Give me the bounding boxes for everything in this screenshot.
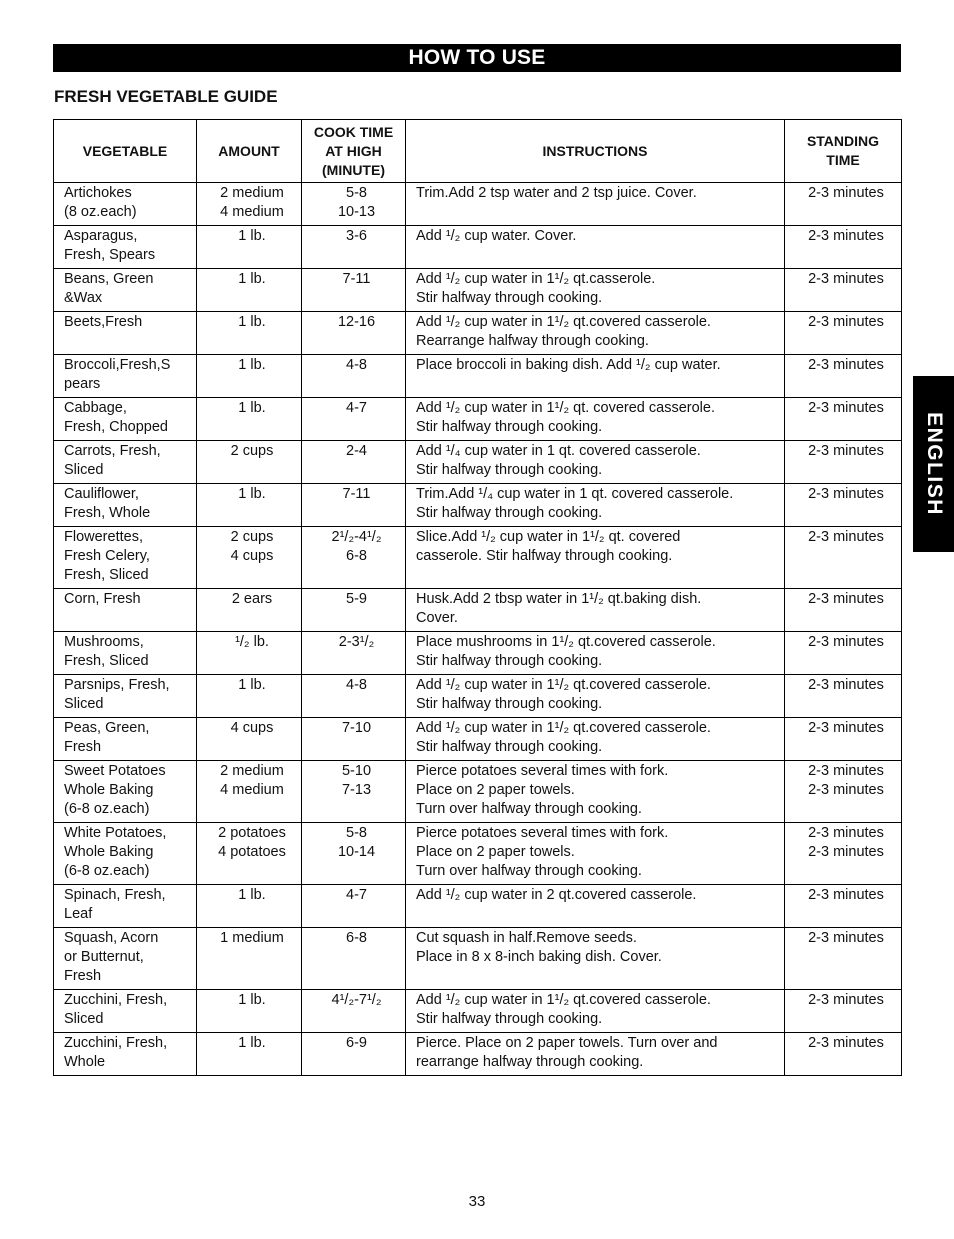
cell-line: Pierce potatoes several times with fork. [416,763,669,779]
cell-line: 7-11 [342,486,371,502]
instructions-cell [406,226,785,269]
standing-time-cell [785,990,902,1033]
cell-line: COOK TIME [313,123,394,140]
cell-line: AT HIGH [325,142,382,159]
instructions-cell [406,761,785,823]
instructions-cell [406,269,785,312]
amount-cell [197,885,302,928]
cell-line: 2 cups [230,443,274,459]
cell-line: 4 medium [220,782,284,798]
cell-line: 4-8 [346,357,367,373]
cell-line: Stir halfway through cooking. [416,653,603,669]
cell-line: casserole. Stir halfway through cooking. [416,548,673,564]
table-row [54,761,902,823]
table-row [54,885,902,928]
cell-line: Whole [64,1054,106,1070]
cell-line: Sliced [64,1011,104,1027]
table-row [54,183,902,226]
vegetable-cell [54,527,197,589]
cell-line: Cauliflower, [64,486,139,502]
cell-line: 6-8 [346,548,367,564]
cook-time-cell [302,398,406,441]
cell-line: Pierce potatoes several times with fork. [416,825,669,841]
vegetable-guide-table [53,119,902,1076]
cell-line: Broccoli,Fresh,S [64,357,171,373]
cell-line: rearrange halfway through cooking. [416,1054,644,1070]
cell-line: Add ¹/₂ cup water in 1¹/₂ qt. covered casserole. [416,400,715,416]
table-row [54,632,902,675]
vegetable-cell [54,441,197,484]
column-header-instructions [406,120,785,183]
cell-line: Add ¹/₂ cup water in 1¹/₂ qt.covered casserole. [416,992,711,1008]
cell-line: Squash, Acorn [64,930,159,946]
vegetable-cell [54,312,197,355]
cell-line: 2¹/₂-4¹/₂ [331,529,382,545]
table-row [54,484,902,527]
amount-cell [197,269,302,312]
column-header-amount [197,120,302,183]
amount-cell [197,441,302,484]
cook-time-cell [302,885,406,928]
cell-line: Flowerettes, [64,529,143,545]
cell-line: 2-3¹/₂ [338,634,375,650]
table-row [54,718,902,761]
cell-line: 2-3 minutes [808,887,884,903]
vegetable-cell [54,761,197,823]
cell-line: 2-3 minutes [808,782,884,798]
cell-line: White Potatoes, [64,825,167,841]
cook-time-cell [302,527,406,589]
cell-line: Stir halfway through cooking. [416,419,603,435]
vegetable-cell [54,990,197,1033]
standing-time-cell [785,226,902,269]
cell-line: 2-3 minutes [808,400,884,416]
cell-line: Fresh [64,739,102,755]
vegetable-cell [54,484,197,527]
cell-line: 4 cups [230,548,274,564]
cell-line: Place on 2 paper towels. [416,844,575,860]
cook-time-cell [302,355,406,398]
cell-line: (6-8 oz.each) [64,801,150,817]
cell-line: Parsnips, Fresh, [64,677,170,693]
cell-line: 2 potatoes [218,825,286,841]
cell-line: 2-3 minutes [808,844,884,860]
cell-line: 12-16 [337,314,376,330]
cook-time-cell [302,632,406,675]
cell-line: 2-3 minutes [808,271,884,287]
cell-line: Cut squash in half.Remove seeds. [416,930,637,946]
cell-line: Add ¹/₂ cup water. Cover. [416,228,577,244]
cell-line: Spinach, Fresh, [64,887,166,903]
cell-line: 2-3 minutes [808,228,884,244]
cell-line: Stir halfway through cooking. [416,696,603,712]
cell-line: 2-3 minutes [808,825,884,841]
amount-cell [197,589,302,632]
amount-cell [197,990,302,1033]
standing-time-cell [785,269,902,312]
column-header-vegetable [54,120,197,183]
cell-line: Pierce. Place on 2 paper towels. Turn over and [416,1035,718,1051]
cook-time-cell [302,269,406,312]
instructions-cell [406,527,785,589]
table-row [54,928,902,990]
instructions-cell [406,312,785,355]
instructions-cell [406,885,785,928]
amount-cell [197,718,302,761]
amount-cell [197,398,302,441]
cell-line: (8 oz.each) [64,204,137,220]
standing-time-cell [785,527,902,589]
standing-time-cell [785,484,902,527]
cook-time-cell [302,226,406,269]
cell-line: 4-8 [346,677,367,693]
cell-line: VEGETABLE [82,142,168,159]
table-row [54,269,902,312]
cell-line: AMOUNT [218,142,280,159]
table-row [54,398,902,441]
cell-line: Add ¹/₂ cup water in 1¹/₂ qt.casserole. [416,271,656,287]
cook-time-cell [302,823,406,885]
cook-time-cell [302,990,406,1033]
table-row [54,441,902,484]
table-header-row [54,120,902,183]
column-header-cook-time [302,120,406,183]
cell-line: 1 lb. [238,314,266,330]
cell-line: Peas, Green, [64,720,150,736]
amount-cell [197,823,302,885]
cell-line: 1 lb. [238,357,266,373]
vegetable-cell [54,226,197,269]
standing-time-cell [785,398,902,441]
vegetable-cell [54,398,197,441]
cook-time-cell [302,441,406,484]
cell-line: 2-3 minutes [808,185,884,201]
column-header-standing-time [785,120,902,183]
vegetable-cell [54,183,197,226]
cell-line: Sliced [64,696,104,712]
vegetable-cell [54,928,197,990]
cell-line: Add ¹/₂ cup water in 1¹/₂ qt.covered casserole. [416,720,711,736]
cell-line: 7-13 [341,782,372,798]
vegetable-cell [54,823,197,885]
instructions-cell [406,675,785,718]
vegetable-cell [54,675,197,718]
instructions-cell [406,718,785,761]
cell-line: 4-7 [346,887,367,903]
standing-time-cell [785,632,902,675]
cell-line: 1 lb. [238,486,266,502]
cell-line: 10-13 [337,204,376,220]
cell-line: or Butternut, [64,949,144,965]
cell-line: 2-3 minutes [808,1035,884,1051]
cell-line: 2 medium [220,763,284,779]
cell-line: Zucchini, Fresh, [64,1035,168,1051]
cell-line: 2-3 minutes [808,486,884,502]
cell-line: Fresh, Sliced [64,567,149,583]
instructions-cell [406,441,785,484]
cell-line: 2-3 minutes [808,992,884,1008]
cell-line: Fresh, Sliced [64,653,149,669]
cell-line: 4 potatoes [218,844,286,860]
cell-line: Fresh, Chopped [64,419,168,435]
cell-line: Cover. [416,610,458,626]
amount-cell [197,928,302,990]
cell-line: (MINUTE) [322,161,385,178]
cell-line: 2 ears [231,591,273,607]
vegetable-cell [54,632,197,675]
cell-line: 2-3 minutes [808,357,884,373]
amount-cell [197,355,302,398]
cell-line: 5-9 [346,591,367,607]
table-row [54,1033,902,1076]
cell-line: Add ¹/₂ cup water in 1¹/₂ qt.covered casserole. [416,314,711,330]
cell-line: Add ¹/₄ cup water in 1 qt. covered casserole. [416,443,701,459]
cell-line: Fresh [64,968,102,984]
cell-line: Place mushrooms in 1¹/₂ qt.covered casserole. [416,634,716,650]
cell-line: ¹/₂ lb. [235,634,269,650]
cell-line: 2-4 [346,443,367,459]
cook-time-cell [302,183,406,226]
cell-line: STANDING [806,133,880,149]
standing-time-cell [785,885,902,928]
language-tab [913,376,954,552]
cell-line: Slice.Add ¹/₂ cup water in 1¹/₂ qt. covered [416,529,681,545]
cell-line: 10-14 [337,844,376,860]
cell-line: 6-8 [346,930,367,946]
cell-line: Cabbage, [64,400,127,416]
cell-line: Add ¹/₂ cup water in 1¹/₂ qt.covered casserole. [416,677,711,693]
cell-line: 1 lb. [238,271,266,287]
standing-time-cell [785,312,902,355]
amount-cell [197,183,302,226]
cell-line: 2-3 minutes [808,443,884,459]
cell-line: Rearrange halfway through cooking. [416,333,649,349]
vegetable-cell [54,885,197,928]
cell-line: 1 lb. [238,887,266,903]
cell-line: 7-11 [342,271,371,287]
page-number: 33 [468,1193,486,1210]
cell-line: 2-3 minutes [808,634,884,650]
cell-line: 4¹/₂-7¹/₂ [331,992,382,1008]
amount-cell [197,312,302,355]
table-row [54,675,902,718]
cook-time-cell [302,312,406,355]
amount-cell [197,675,302,718]
cell-line: Whole Baking [64,782,154,798]
cell-line: Mushrooms, [64,634,144,650]
cell-line: Fresh, Spears [64,247,156,263]
instructions-cell [406,1033,785,1076]
cook-time-cell [302,928,406,990]
cell-line: 5-10 [341,763,372,779]
cell-line: 4 cups [230,720,274,736]
cell-line: Whole Baking [64,844,154,860]
cell-line: TIME [826,152,860,168]
cell-line: 1 lb. [238,677,266,693]
cell-line: 2 cups [230,529,274,545]
table-row [54,312,902,355]
section-banner: HOW TO USE [53,44,901,72]
cell-line: Place in 8 x 8-inch baking dish. Cover. [416,949,662,965]
cell-line: 1 lb. [238,992,266,1008]
instructions-cell [406,990,785,1033]
cell-line: 2-3 minutes [808,314,884,330]
cell-line: 2-3 minutes [808,763,884,779]
cell-line: 5-8 [346,825,367,841]
cook-time-cell [302,589,406,632]
cell-line: 4 medium [220,204,284,220]
cell-line: 4-7 [346,400,367,416]
table-row [54,990,902,1033]
cell-line: 1 medium [220,930,284,946]
cell-line: 6-9 [346,1035,367,1051]
instructions-cell [406,355,785,398]
amount-cell [197,632,302,675]
cook-time-cell [302,1033,406,1076]
vegetable-cell [54,355,197,398]
standing-time-cell [785,441,902,484]
amount-cell [197,527,302,589]
cell-line: Turn over halfway through cooking. [416,863,642,879]
amount-cell [197,761,302,823]
instructions-cell [406,589,785,632]
standing-time-cell [785,761,902,823]
standing-time-cell [785,675,902,718]
instructions-cell [406,183,785,226]
cell-line: 2 medium [220,185,284,201]
cell-line: Beets,Fresh [64,314,143,330]
cook-time-cell [302,675,406,718]
cell-line: 3-6 [346,228,367,244]
cell-line: Sweet Potatoes [64,763,166,779]
cell-line: pears [64,376,101,392]
standing-time-cell [785,183,902,226]
standing-time-cell [785,1033,902,1076]
cell-line: Leaf [64,906,93,922]
cell-line: 2-3 minutes [808,677,884,693]
table-row [54,589,902,632]
cell-line: (6-8 oz.each) [64,863,150,879]
cell-line: Sliced [64,462,104,478]
cell-line: Fresh, Whole [64,505,151,521]
cell-line: 2-3 minutes [808,529,884,545]
table-row [54,355,902,398]
cell-line: Fresh Celery, [64,548,150,564]
cell-line: Turn over halfway through cooking. [416,801,642,817]
vegetable-cell [54,589,197,632]
cook-time-cell [302,718,406,761]
cell-line: 1 lb. [238,228,266,244]
standing-time-cell [785,589,902,632]
instructions-cell [406,398,785,441]
cell-line: Corn, Fresh [64,591,141,607]
cell-line: 2-3 minutes [808,720,884,736]
cell-line: Place broccoli in baking dish. Add ¹/₂ cup water. [416,357,721,373]
cell-line: Zucchini, Fresh, [64,992,168,1008]
language-tab-label: ENGLISH [922,412,946,516]
cell-line: Husk.Add 2 tbsp water in 1¹/₂ qt.baking dish. [416,591,702,607]
cell-line: 5-8 [346,185,367,201]
cell-line: Stir halfway through cooking. [416,739,603,755]
table-row [54,823,902,885]
cell-line: Trim.Add 2 tsp water and 2 tsp juice. Cover. [416,185,697,201]
cell-line: Carrots, Fresh, [64,443,161,459]
cell-line: &Wax [64,290,103,306]
cell-line: 2-3 minutes [808,930,884,946]
amount-cell [197,484,302,527]
cell-line: Asparagus, [64,228,138,244]
cell-line: Add ¹/₂ cup water in 2 qt.covered casserole. [416,887,697,903]
cell-line: Stir halfway through cooking. [416,290,603,306]
instructions-cell [406,928,785,990]
cook-time-cell [302,761,406,823]
instructions-cell [406,823,785,885]
instructions-cell [406,484,785,527]
cell-line: Place on 2 paper towels. [416,782,575,798]
table-body [54,183,902,1076]
vegetable-cell [54,269,197,312]
instructions-cell [406,632,785,675]
cell-line: 7-10 [341,720,372,736]
standing-time-cell [785,928,902,990]
cook-time-cell [302,484,406,527]
cell-line: 1 lb. [238,1035,266,1051]
cell-line: Beans, Green [64,271,154,287]
cell-line: Trim.Add ¹/₄ cup water in 1 qt. covered casserole. [416,486,734,502]
cell-line: Stir halfway through cooking. [416,462,603,478]
amount-cell [197,226,302,269]
standing-time-cell [785,718,902,761]
cell-line: Artichokes [64,185,132,201]
cell-line: Stir halfway through cooking. [416,1011,603,1027]
cell-line: 2-3 minutes [808,591,884,607]
cell-line: INSTRUCTIONS [542,142,648,159]
cell-line: Stir halfway through cooking. [416,505,603,521]
vegetable-cell [54,718,197,761]
page-title: FRESH VEGETABLE GUIDE [54,87,278,106]
standing-time-cell [785,823,902,885]
table-row [54,527,902,589]
table-row [54,226,902,269]
amount-cell [197,1033,302,1076]
vegetable-cell [54,1033,197,1076]
cell-line: 1 lb. [238,400,266,416]
standing-time-cell [785,355,902,398]
